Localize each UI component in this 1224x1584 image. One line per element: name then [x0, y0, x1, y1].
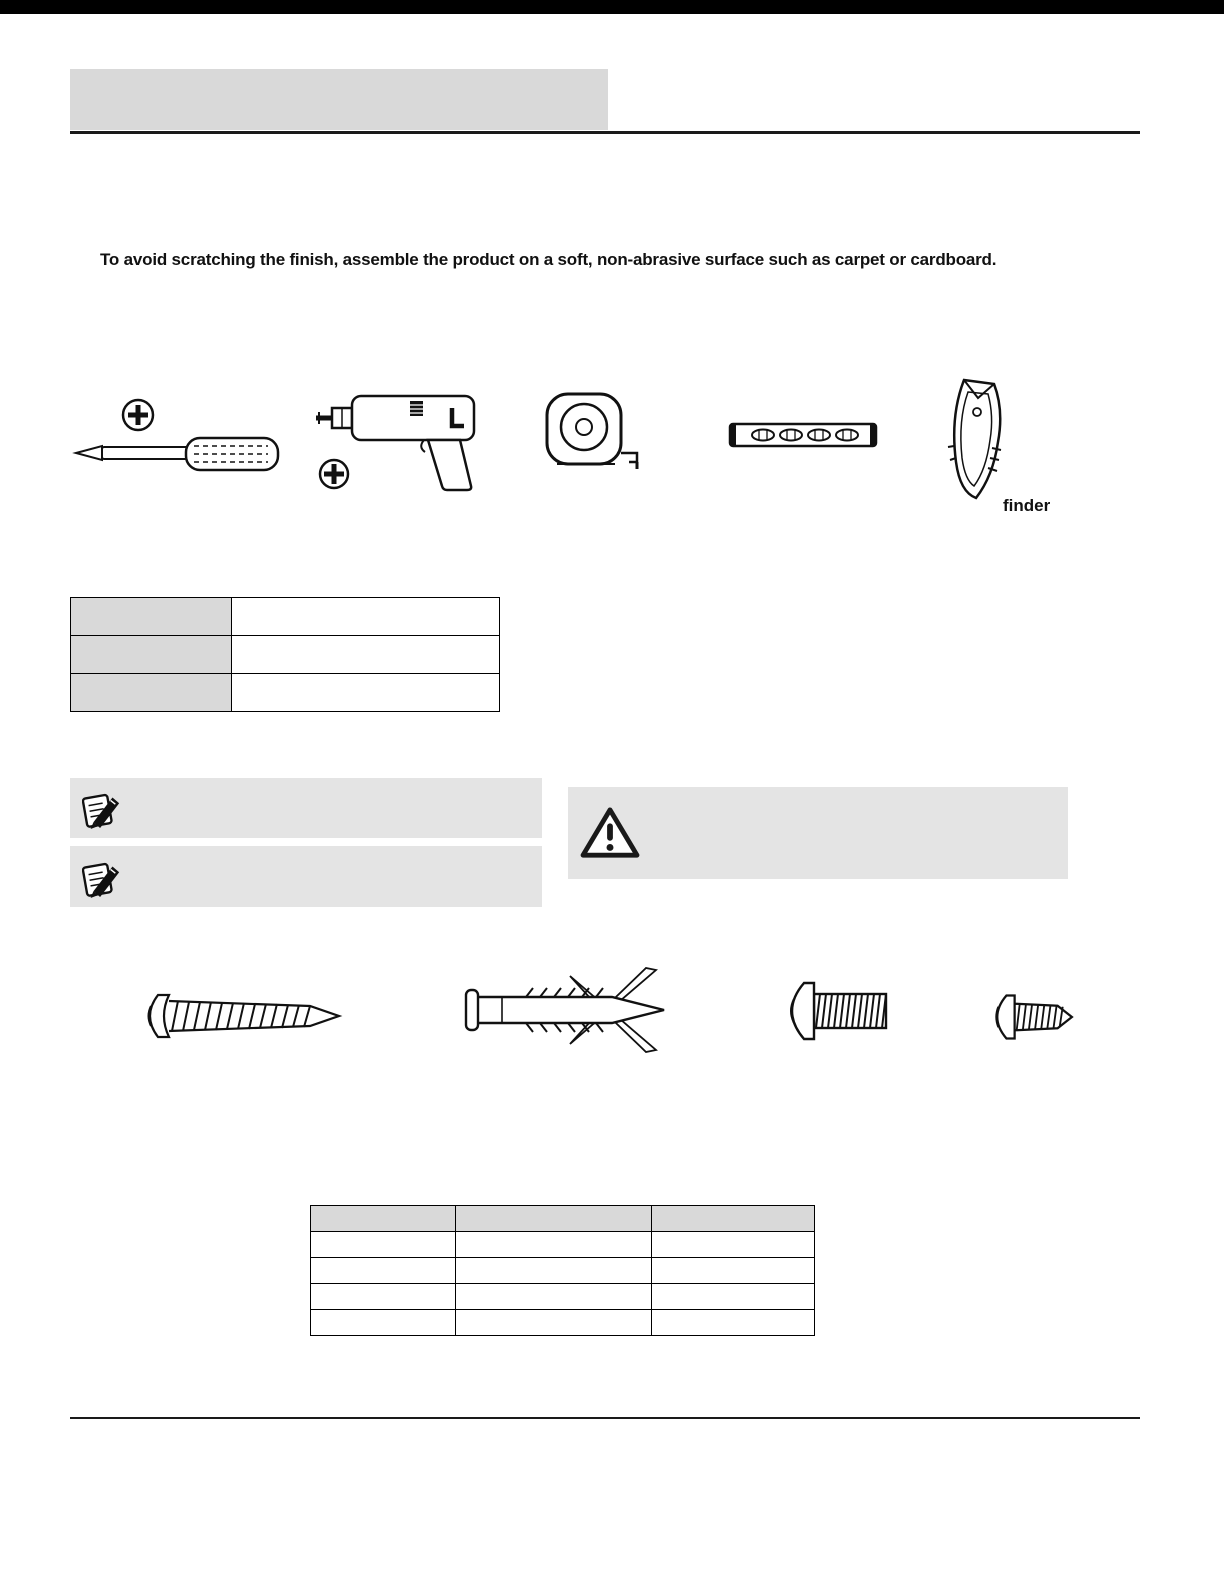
page-top-bar: [0, 0, 1224, 14]
table-row: [311, 1284, 815, 1310]
table-cell: [652, 1258, 815, 1284]
table-cell: [455, 1258, 651, 1284]
note-box: [70, 778, 542, 838]
hardware-table: [310, 1205, 815, 1336]
table-row: [311, 1258, 815, 1284]
level-icon: [727, 418, 879, 452]
table-cell: [311, 1258, 456, 1284]
footer-rule: [70, 1417, 1140, 1419]
caution-triangle-icon: [580, 806, 640, 860]
machine-screw-icon: [778, 978, 898, 1044]
header-rule: [70, 131, 1140, 134]
table-cell: [71, 636, 232, 674]
table-cell: [652, 1284, 815, 1310]
table-cell: [71, 674, 232, 712]
table-cell: [311, 1232, 456, 1258]
short-machine-screw-icon: [986, 992, 1076, 1042]
table-cell: [455, 1232, 651, 1258]
note-icon: [82, 787, 122, 829]
table-cell: [71, 598, 232, 636]
table-cell: [455, 1310, 651, 1336]
table-cell: [232, 674, 500, 712]
table-cell: [311, 1284, 456, 1310]
table-cell: [455, 1284, 651, 1310]
caution-box: [568, 787, 1068, 879]
section-header-bar: [70, 69, 608, 130]
wood-screw-icon: [138, 988, 343, 1044]
table-row: [71, 636, 500, 674]
stud-finder-caption: finder: [1003, 496, 1051, 515]
power-drill-icon: [312, 382, 484, 494]
table-cell: [652, 1206, 815, 1232]
stud-finder-icon: [930, 376, 1018, 504]
table-row: [311, 1310, 815, 1336]
table-row: [71, 674, 500, 712]
table-row: [311, 1206, 815, 1232]
table-cell: [232, 598, 500, 636]
table-row: [311, 1232, 815, 1258]
table-cell: [652, 1232, 815, 1258]
tape-measure-icon: [543, 390, 645, 478]
table-row: [71, 598, 500, 636]
wall-anchor-icon: [462, 962, 672, 1058]
phillips-screwdriver-icon: [72, 398, 284, 478]
table-cell: [311, 1310, 456, 1336]
note-icon: [82, 856, 122, 898]
note-box: [70, 846, 542, 907]
table-cell: [455, 1206, 651, 1232]
table-cell: [311, 1206, 456, 1232]
instruction-text: To avoid scratching the finish, assemble the product on a soft, non-abrasive surface such as carpet or cardboard.: [100, 250, 997, 269]
table-cell: [232, 636, 500, 674]
table-cell: [652, 1310, 815, 1336]
spec-table: [70, 597, 500, 712]
